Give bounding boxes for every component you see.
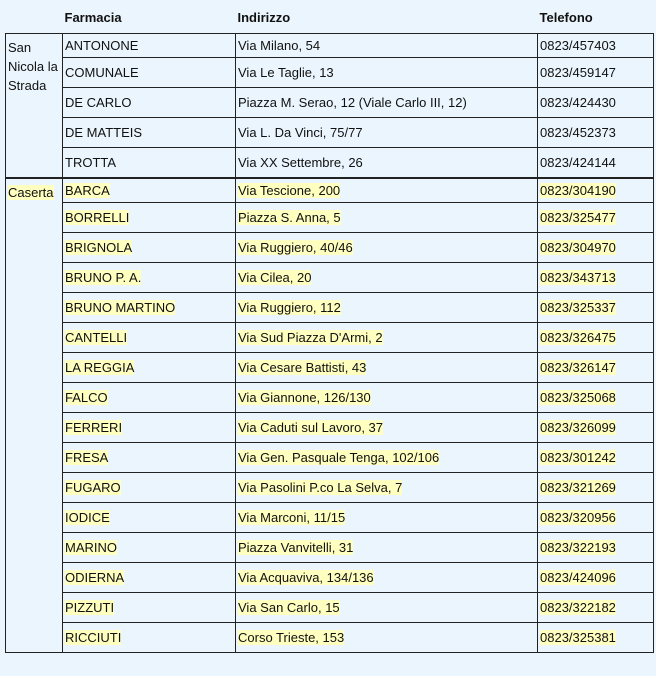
indirizzo-value: Piazza S. Anna, 5 xyxy=(238,210,341,225)
farmacia-value: LA REGGIA xyxy=(65,360,135,375)
indirizzo-value: Via L. Da Vinci, 75/77 xyxy=(238,125,363,140)
farmacia-cell xyxy=(63,118,236,148)
table-row xyxy=(6,323,654,353)
indirizzo-value: Corso Trieste, 153 xyxy=(238,630,345,645)
telefono-cell xyxy=(538,263,654,293)
farmacia-value: RICCIUTI xyxy=(65,630,122,645)
farmacia-cell xyxy=(63,203,236,233)
indirizzo-cell xyxy=(236,58,538,88)
farmacia-value: FUGARO xyxy=(65,480,121,495)
indirizzo-value: Via Pasolini P.co La Selva, 7 xyxy=(238,480,403,495)
table-row xyxy=(6,58,654,88)
table-row xyxy=(6,148,654,179)
telefono-cell xyxy=(538,623,654,653)
farmacia-cell xyxy=(63,533,236,563)
table-row xyxy=(6,533,654,563)
farmacia-value: IODICE xyxy=(65,510,110,525)
table-row xyxy=(6,503,654,533)
indirizzo-value: Via Sud Piazza D'Armi, 2 xyxy=(238,330,383,345)
indirizzo-value: Via Giannone, 126/130 xyxy=(238,390,371,405)
city-name: San Nicola la Strada xyxy=(8,40,58,93)
farmacia-value: FRESA xyxy=(65,450,109,465)
telefono-cell xyxy=(538,503,654,533)
telefono-cell xyxy=(538,593,654,623)
indirizzo-cell xyxy=(236,413,538,443)
header-farmacia: Farmacia xyxy=(64,10,122,25)
telefono-cell xyxy=(538,473,654,503)
telefono-value: 0823/325477 xyxy=(540,210,616,225)
table-row xyxy=(6,233,654,263)
telefono-value: 0823/304190 xyxy=(540,183,616,198)
farmacia-value: ODIERNA xyxy=(65,570,125,585)
indirizzo-value: Via Ruggiero, 112 xyxy=(238,300,341,315)
farmacia-value: BRUNO MARTINO xyxy=(65,300,176,315)
indirizzo-value: Piazza M. Serao, 12 (Viale Carlo III, 12) xyxy=(238,95,467,110)
farmacia-cell xyxy=(63,563,236,593)
city-group xyxy=(6,34,654,179)
telefono-value: 0823/325337 xyxy=(540,300,616,315)
indirizzo-value: Via Ruggiero, 40/46 xyxy=(238,240,353,255)
farmacia-value: PIZZUTI xyxy=(65,600,115,615)
farmacia-cell xyxy=(63,593,236,623)
telefono-value: 0823/326099 xyxy=(540,420,616,435)
telefono-value: 0823/326475 xyxy=(540,330,616,345)
indirizzo-value: Via Gen. Pasquale Tenga, 102/106 xyxy=(238,450,440,465)
telefono-value: 0823/325068 xyxy=(540,390,616,405)
city-cell xyxy=(6,34,63,179)
farmacia-value: FALCO xyxy=(65,390,108,405)
indirizzo-cell xyxy=(236,473,538,503)
telefono-cell xyxy=(538,178,654,203)
telefono-value: 0823/424096 xyxy=(540,570,616,585)
indirizzo-value: Piazza Vanvitelli, 31 xyxy=(238,540,354,555)
telefono-cell xyxy=(538,88,654,118)
table-row xyxy=(6,293,654,323)
telefono-value: 0823/424430 xyxy=(540,95,616,110)
farmacia-cell xyxy=(63,263,236,293)
telefono-cell xyxy=(538,148,654,179)
telefono-cell xyxy=(538,293,654,323)
table-row xyxy=(6,623,654,653)
telefono-cell xyxy=(538,383,654,413)
indirizzo-cell xyxy=(236,118,538,148)
indirizzo-cell xyxy=(236,293,538,323)
farmacia-cell xyxy=(63,34,236,58)
telefono-value: 0823/343713 xyxy=(540,270,616,285)
city-cell xyxy=(6,178,63,653)
indirizzo-cell xyxy=(236,263,538,293)
telefono-cell xyxy=(538,533,654,563)
farmacia-value: DE CARLO xyxy=(65,95,132,110)
farmacia-cell xyxy=(63,473,236,503)
telefono-value: 0823/321269 xyxy=(540,480,616,495)
farmacia-value: BRUNO P. A. xyxy=(65,270,142,285)
indirizzo-cell xyxy=(236,563,538,593)
indirizzo-cell xyxy=(236,533,538,563)
city-group xyxy=(6,178,654,653)
indirizzo-value: Via Acquaviva, 134/136 xyxy=(238,570,374,585)
telefono-cell xyxy=(538,34,654,58)
telefono-value: 0823/459147 xyxy=(540,65,616,80)
farmacia-value: DE MATTEIS xyxy=(65,125,143,140)
telefono-value: 0823/322182 xyxy=(540,600,616,615)
farmacia-cell xyxy=(63,88,236,118)
telefono-value: 0823/304970 xyxy=(540,240,616,255)
telefono-cell xyxy=(538,413,654,443)
table-row xyxy=(6,34,654,58)
farmacia-cell xyxy=(63,323,236,353)
indirizzo-cell xyxy=(236,383,538,413)
telefono-value: 0823/325381 xyxy=(540,630,616,645)
table-row xyxy=(6,383,654,413)
farmacia-cell xyxy=(63,178,236,203)
indirizzo-cell xyxy=(236,233,538,263)
indirizzo-value: Via Cilea, 20 xyxy=(238,270,312,285)
table-row xyxy=(6,178,654,203)
farmacia-value: BARCA xyxy=(65,183,110,198)
telefono-cell xyxy=(538,443,654,473)
indirizzo-cell xyxy=(236,178,538,203)
table-header-row xyxy=(6,2,654,34)
header-telefono: Telefono xyxy=(539,10,593,25)
farmacia-cell xyxy=(63,353,236,383)
farmacia-cell xyxy=(63,413,236,443)
header-city xyxy=(6,2,63,34)
farmacia-value: FERRERI xyxy=(65,420,123,435)
telefono-value: 0823/424144 xyxy=(540,155,616,170)
indirizzo-value: Via San Carlo, 15 xyxy=(238,600,340,615)
farmacia-cell xyxy=(63,443,236,473)
indirizzo-value: Via Tescione, 200 xyxy=(238,183,341,198)
indirizzo-cell xyxy=(236,623,538,653)
city-name: Caserta xyxy=(8,185,54,200)
farmacia-value: CANTELLI xyxy=(65,330,128,345)
indirizzo-cell xyxy=(236,593,538,623)
indirizzo-cell xyxy=(236,443,538,473)
table-row xyxy=(6,88,654,118)
farmacia-cell xyxy=(63,383,236,413)
indirizzo-value: Via Milano, 54 xyxy=(238,38,321,53)
telefono-cell xyxy=(538,323,654,353)
indirizzo-cell xyxy=(236,203,538,233)
telefono-cell xyxy=(538,233,654,263)
farmacia-cell xyxy=(63,233,236,263)
farmacia-cell xyxy=(63,623,236,653)
farmacia-value: BRIGNOLA xyxy=(65,240,133,255)
table-row xyxy=(6,118,654,148)
farmacia-value: COMUNALE xyxy=(65,65,139,80)
table-row xyxy=(6,563,654,593)
telefono-value: 0823/301242 xyxy=(540,450,616,465)
indirizzo-value: Via Cesare Battisti, 43 xyxy=(238,360,367,375)
table-row xyxy=(6,413,654,443)
farmacia-cell xyxy=(63,503,236,533)
indirizzo-cell xyxy=(236,34,538,58)
farmacia-cell xyxy=(63,58,236,88)
indirizzo-value: Via XX Settembre, 26 xyxy=(238,155,363,170)
telefono-value: 0823/322193 xyxy=(540,540,616,555)
table-row xyxy=(6,203,654,233)
indirizzo-cell xyxy=(236,353,538,383)
farmacia-value: BORRELLI xyxy=(65,210,130,225)
table-row xyxy=(6,353,654,383)
telefono-cell xyxy=(538,353,654,383)
telefono-cell xyxy=(538,58,654,88)
farmacia-value: ANTONONE xyxy=(65,38,139,53)
indirizzo-value: Via Le Taglie, 13 xyxy=(238,65,334,80)
farmacia-value: TROTTA xyxy=(65,155,117,170)
table-row xyxy=(6,593,654,623)
telefono-value: 0823/326147 xyxy=(540,360,616,375)
farmacia-cell xyxy=(63,293,236,323)
farmacia-value: MARINO xyxy=(65,540,117,555)
table-row xyxy=(6,263,654,293)
indirizzo-cell xyxy=(236,88,538,118)
farmacia-cell xyxy=(63,148,236,179)
telefono-value: 0823/320956 xyxy=(540,510,616,525)
header-indirizzo: Indirizzo xyxy=(237,10,291,25)
indirizzo-cell xyxy=(236,148,538,179)
telefono-cell xyxy=(538,118,654,148)
table-row xyxy=(6,473,654,503)
indirizzo-value: Via Marconi, 11/15 xyxy=(238,510,346,525)
indirizzo-cell xyxy=(236,323,538,353)
indirizzo-cell xyxy=(236,503,538,533)
table-row xyxy=(6,443,654,473)
telefono-value: 0823/452373 xyxy=(540,125,616,140)
indirizzo-value: Via Caduti sul Lavoro, 37 xyxy=(238,420,384,435)
telefono-cell xyxy=(538,203,654,233)
pharmacy-table xyxy=(5,2,654,653)
telefono-value: 0823/457403 xyxy=(540,38,616,53)
telefono-cell xyxy=(538,563,654,593)
